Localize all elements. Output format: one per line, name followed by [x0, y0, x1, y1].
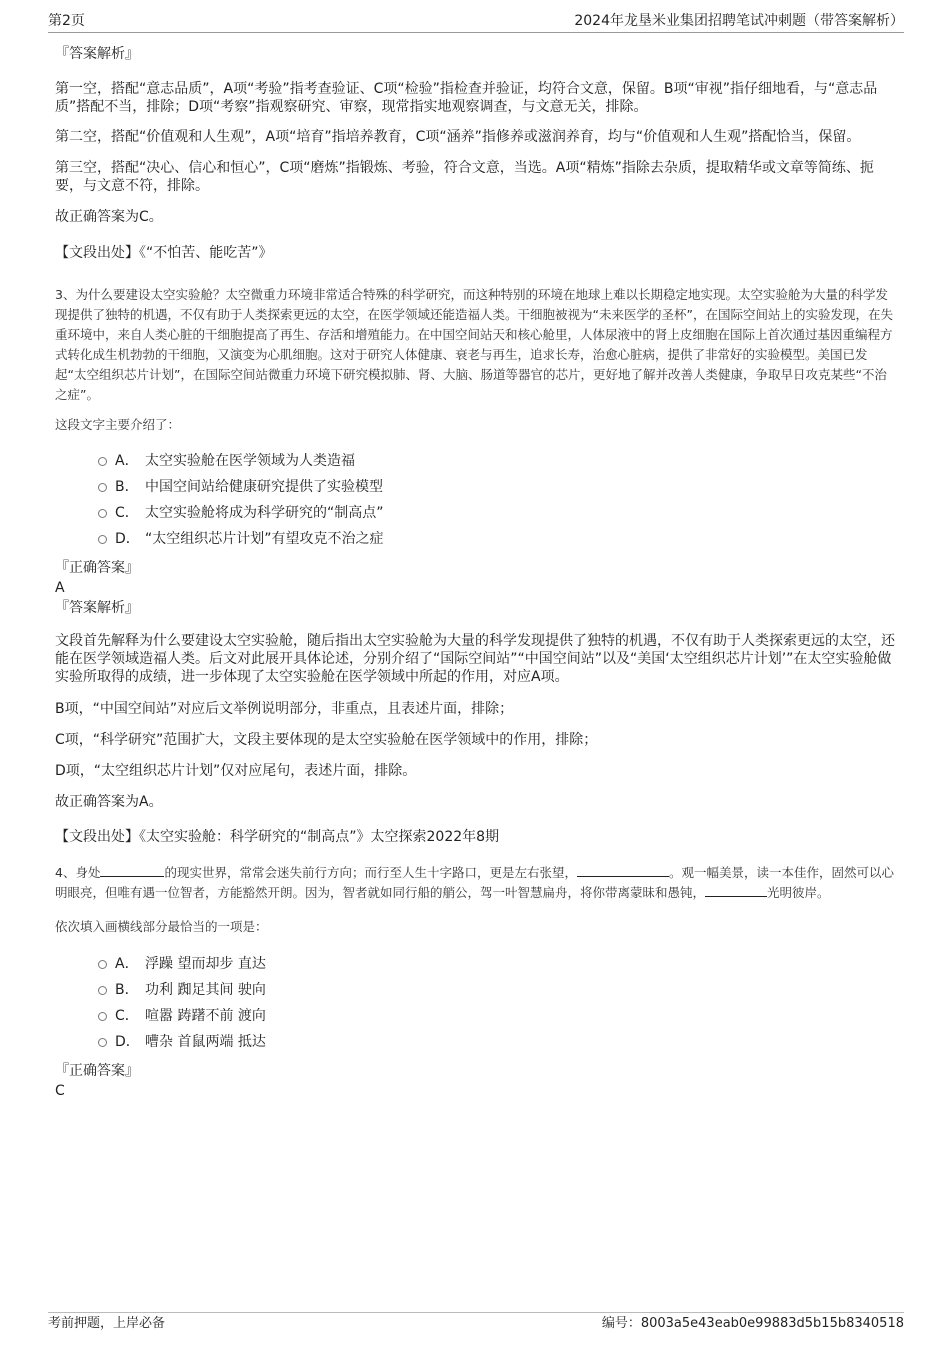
option-letter: D． — [115, 531, 140, 547]
q2-analysis-para-3: 第三空，搭配“决心、信心和恒心”，C项“磨炼”指锻炼、考验，符合文意，当选。A项“精炼”指除去杂质，提取精华或文章等简练、扼要，与文意不符，排除。 — [55, 160, 874, 194]
q3-analysis-para-1: 文段首先解释为什么要建设太空实验舱，随后指出太空实验舱为大量的科学发现提供了独特的机遇，不仅有助于人类探索更远的太空，还能在医学领域造福人类。后文对此展开具体论述，分别介绍了“国际空间站”“中国空间站”以及“美国‘太空组织芯片计划’”在太空实验舱做实验所取得的成绩，进一步体现了太空实验舱在医学领域中所起的作用，对应A项。 — [55, 633, 895, 685]
document-id: 编号：8003a5e43eab0e99883d5b15b8340518 — [601, 1316, 904, 1331]
q3-option-d[interactable] — [55, 526, 895, 552]
option-text: 中国空间站给健康研究提供了实验模型 — [145, 479, 383, 495]
radio-icon[interactable] — [98, 483, 107, 492]
q4-text-3: 。观一幅美景，读一本佳作，固然可以心明眼亮，但唯有遇一位智者，方能豁然开朗。因为，智者就如同行船的艄公，驾一叶智慧扁舟，将你带离蒙昧和愚钝， — [55, 865, 894, 900]
radio-icon[interactable] — [98, 535, 107, 544]
option-text: 浮躁 望而却步 直达 — [145, 956, 266, 972]
radio-icon[interactable] — [98, 509, 107, 518]
page-header — [48, 12, 904, 33]
q3-option-a[interactable] — [55, 448, 895, 474]
q4-option-b[interactable] — [55, 977, 895, 1003]
q3-option-b[interactable] — [55, 474, 895, 500]
q4-text-2: 的现实世界，常常会迷失前行方向；而行至人生十字路口，更是左右张望， — [164, 865, 577, 880]
q3-option-c[interactable] — [55, 500, 895, 526]
option-text: 功利 踟足其间 驶向 — [145, 982, 266, 998]
radio-icon[interactable] — [98, 1012, 107, 1021]
option-text: 太空实验舱将成为科学研究的“制高点” — [145, 505, 384, 521]
page-footer — [48, 1312, 904, 1335]
footer-slogan: 考前押题，上岸必备 — [48, 1316, 166, 1331]
q3-analysis-para-2: B项，“中国空间站”对应后文举例说明部分，非重点，且表述片面，排除； — [55, 701, 514, 717]
q3-answer-label: 『正确答案』 — [55, 560, 139, 576]
radio-icon[interactable] — [98, 457, 107, 466]
radio-icon[interactable] — [98, 986, 107, 995]
q4-option-c[interactable] — [55, 1003, 895, 1029]
option-letter: B． — [115, 982, 139, 998]
option-text: 太空实验舱在医学领域为人类造福 — [145, 453, 355, 469]
q3-analysis-para-3: C项，“科学研究”范围扩大，文段主要体现的是太空实验舱在医学领域中的作用，排除； — [55, 732, 598, 748]
q4-option-d[interactable] — [55, 1029, 895, 1055]
q4-question — [55, 863, 895, 903]
option-letter: A． — [115, 956, 139, 972]
blank-1 — [100, 864, 164, 877]
option-text: 嘈杂 首鼠两端 抵达 — [145, 1034, 266, 1050]
option-letter: C． — [115, 1008, 139, 1024]
q3-source: 【文段出处】《太空实验舱：科学研究的“制高点”》太空探索2022年8期 — [55, 829, 500, 845]
q3-analysis-label: 『答案解析』 — [55, 600, 139, 616]
q2-source: 【文段出处】《“不怕苦、能吃苦”》 — [55, 245, 273, 261]
radio-icon[interactable] — [98, 1038, 107, 1047]
q3-analysis-para-4: D项，“太空组织芯片计划”仅对应尾句，表述片面，排除。 — [55, 763, 417, 779]
q4-prompt: 依次填入画横线部分最恰当的一项是： — [55, 919, 268, 934]
q3-options — [55, 448, 895, 552]
q4-text-4: 光明彼岸。 — [767, 885, 830, 900]
radio-icon[interactable] — [98, 960, 107, 969]
option-text: 喧嚣 踌躇不前 渡向 — [145, 1008, 266, 1024]
q4-text-1: 4、身处 — [55, 865, 101, 880]
blank-2 — [577, 864, 669, 877]
q2-conclusion: 故正确答案为C。 — [55, 209, 163, 225]
option-letter: A． — [115, 453, 139, 469]
q4-answer-label: 『正确答案』 — [55, 1063, 139, 1079]
document-title: 2024年龙垦米业集团招聘笔试冲刺题（带答案解析） — [574, 13, 904, 29]
option-letter: C． — [115, 505, 139, 521]
q2-analysis-para-2: 第二空，搭配“价值观和人生观”，A项“培育”指培养教育，C项“涵养”指修养或滋润养育，均与“价值观和人生观”搭配恰当，保留。 — [55, 129, 861, 145]
q3-prompt: 这段文字主要介绍了： — [55, 417, 181, 432]
q3-question: 3、为什么要建设太空实验舱？太空微重力环境非常适合特殊的科学研究，而这种特别的环境在地球上难以长期稳定地实现。太空实验舱为大量的科学发现提供了独特的机遇，不仅有助于人类探索更远的太空，在医学领域还能造福人类。干细胞被视为“未来医学的圣杯”，在国际空间站上的实验发现，在失重环境中，来自人类心脏的干细胞提高了再生、存活和增殖能力。在中国空间站天和核心舱里，人体尿液中的肾上皮细胞在国际上首次通过基因重编程方式转化成生机勃勃的干细胞，又演变为心肌细胞。这对于研究人体健康、衰老与再生，追求长寿，治愈心脏病，提供了非常好的实验模型。美国已发起“太空组织芯片计划”，在国际空间站微重力环境下研究模拟肺、肾、大脑、肠道等器官的芯片，更好地了解并改善人类健康，争取早日攻克某些“不治之症”。 — [55, 287, 893, 402]
blank-3 — [705, 884, 767, 897]
option-letter: B． — [115, 479, 139, 495]
option-text: “太空组织芯片计划”有望攻克不治之症 — [145, 531, 384, 547]
q4-answer: C — [55, 1083, 65, 1099]
page-number: 第2页 — [48, 13, 85, 29]
q2-analysis-label: 『答案解析』 — [55, 46, 139, 62]
q3-conclusion: 故正确答案为A。 — [55, 794, 163, 810]
page-content — [55, 44, 895, 1101]
option-letter: D． — [115, 1034, 140, 1050]
q3-answer: A — [55, 580, 65, 596]
q2-analysis-para-1: 第一空，搭配“意志品质”，A项“考验”指考查验证、C项“检验”指检查并验证，均符合文意，保留。B项“审视”指仔细地看，与“意志品质”搭配不当，排除；D项“考察”指观察研究、审察，现常指实地观察调查，与文意无关，排除。 — [55, 81, 878, 115]
q4-option-a[interactable] — [55, 951, 895, 977]
q4-options — [55, 951, 895, 1055]
